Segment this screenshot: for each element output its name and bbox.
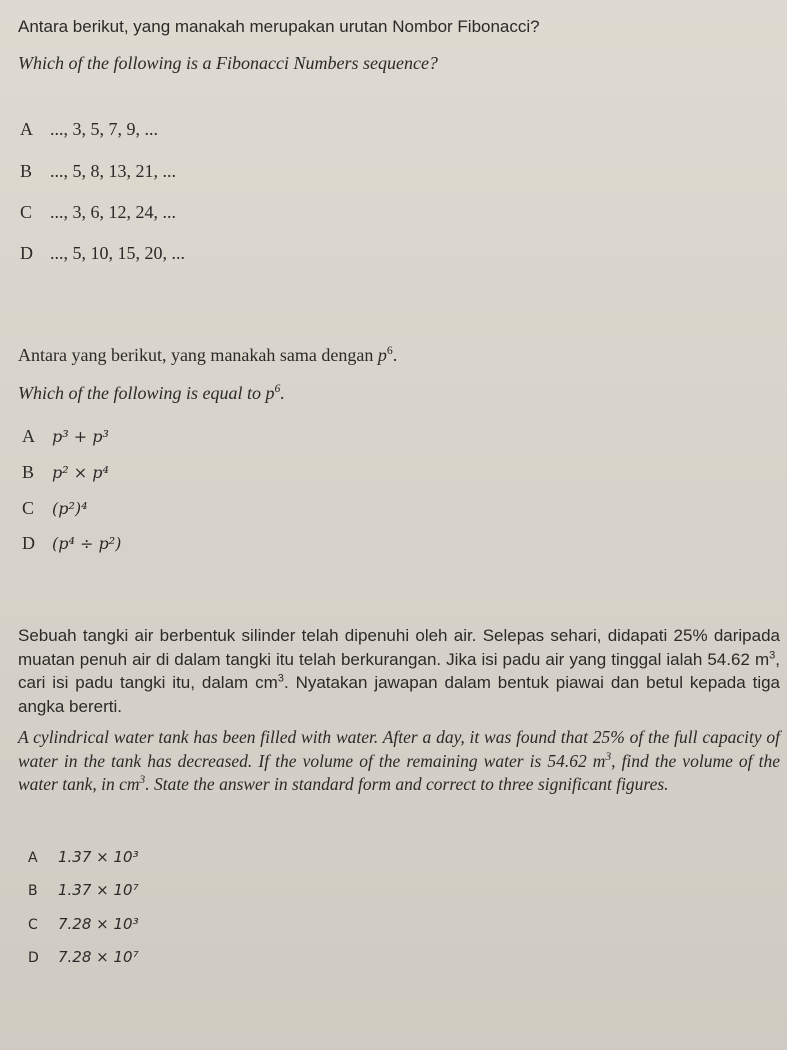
q2-stem-english-period: .: [280, 383, 285, 403]
q2-option-b[interactable]: [22, 461, 109, 484]
q3-malay-part-2: , cari isi padu tangki itu, dalam cm: [18, 649, 780, 692]
q1-option-b[interactable]: [20, 160, 176, 183]
q1-stem-malay: Antara berikut, yang manakah merupakan urutan Nombor Fibonacci?: [18, 17, 540, 36]
q2-option-a[interactable]: [22, 425, 109, 448]
q2-stem-malay-exp: 6: [386, 344, 393, 357]
q1-option-a[interactable]: [20, 118, 158, 141]
q3-paragraph-english: [18, 726, 780, 797]
option-text: p³ + p³: [52, 427, 109, 446]
q3-malay-part-3: . Nyatakan jawapan dalam bentuk piawai dan betul kepada tiga angka bererti.: [18, 673, 781, 716]
q3-option-d[interactable]: [28, 946, 139, 969]
option-letter: A: [28, 850, 38, 866]
q1-option-c[interactable]: [20, 201, 176, 224]
q3-english-part-1: A cylindrical water tank has been filled with water. After a day, it was found that 25% of the full capacity of water in the tank has decreased. If the volume of the remaining water is 54.62 m: [18, 727, 780, 771]
option-text: 7.28 × 10⁷: [58, 948, 139, 966]
option-letter: D: [22, 533, 35, 553]
q2-stem-malay-period: .: [392, 345, 398, 365]
q3-option-a[interactable]: [28, 846, 139, 869]
q3-malay-sup-2: 3: [277, 672, 284, 685]
option-text: ..., 3, 6, 12, 24, ...: [50, 202, 176, 222]
q2-stem-malay-text: Antara yang berikut, yang manakah sama dengan: [18, 345, 374, 365]
q2-option-c[interactable]: [22, 497, 88, 520]
q3-english-sup-2: 3: [139, 774, 146, 787]
q1-option-d[interactable]: [20, 242, 185, 265]
option-text: 1.37 × 10⁷: [58, 881, 139, 899]
option-letter: C: [28, 917, 38, 933]
q2-stem-english-text: Which of the following is equal to: [18, 383, 261, 403]
q2-stem-malay-base: p: [377, 345, 387, 365]
option-letter: A: [20, 119, 33, 139]
option-text: ..., 5, 8, 13, 21, ...: [50, 161, 176, 181]
option-text: (p⁴ ÷ p²): [52, 534, 122, 553]
option-text: 7.28 × 10³: [58, 915, 139, 933]
q2-stem-english: [18, 382, 285, 404]
option-letter: A: [22, 426, 35, 446]
option-text: p² × p⁴: [52, 463, 109, 482]
option-text: (p²)⁴: [52, 499, 88, 518]
option-letter: D: [28, 950, 39, 966]
q2-stem-english-exp: 6: [274, 382, 281, 395]
option-letter: C: [20, 202, 33, 222]
q3-option-c[interactable]: [28, 913, 139, 936]
q3-malay-part-1: Sebuah tangki air berbentuk silinder telah dipenuhi oleh air. Selepas sehari, didapati 25% daripada muatan penuh air di dalam tangki itu telah berkurangan. Jika isi padu air yang tinggal ialah 54.62 m: [18, 626, 780, 669]
option-letter: B: [28, 883, 38, 899]
q3-english-part-2: , find the volume of the water tank, in cm: [18, 750, 780, 794]
q3-option-b[interactable]: [28, 879, 139, 902]
option-letter: B: [22, 462, 35, 482]
option-letter: B: [20, 161, 33, 181]
q3-english-sup-1: 3: [605, 750, 612, 763]
option-text: ..., 3, 5, 7, 9, ...: [50, 119, 158, 139]
q2-stem-malay: [18, 344, 397, 366]
q2-option-d[interactable]: [22, 532, 121, 555]
q1-stem-english: Which of the following is a Fibonacci Numbers sequence?: [18, 53, 438, 73]
option-letter: C: [22, 498, 35, 518]
q3-english-part-3: . State the answer in standard form and correct to three significant figures.: [145, 774, 669, 794]
option-letter: D: [20, 243, 33, 263]
option-text: ..., 5, 10, 15, 20, ...: [50, 243, 185, 263]
option-text: 1.37 × 10³: [58, 848, 139, 866]
q3-malay-sup-1: 3: [769, 648, 776, 661]
q2-stem-english-base: p: [265, 383, 275, 403]
q3-paragraph-malay: [18, 624, 780, 718]
